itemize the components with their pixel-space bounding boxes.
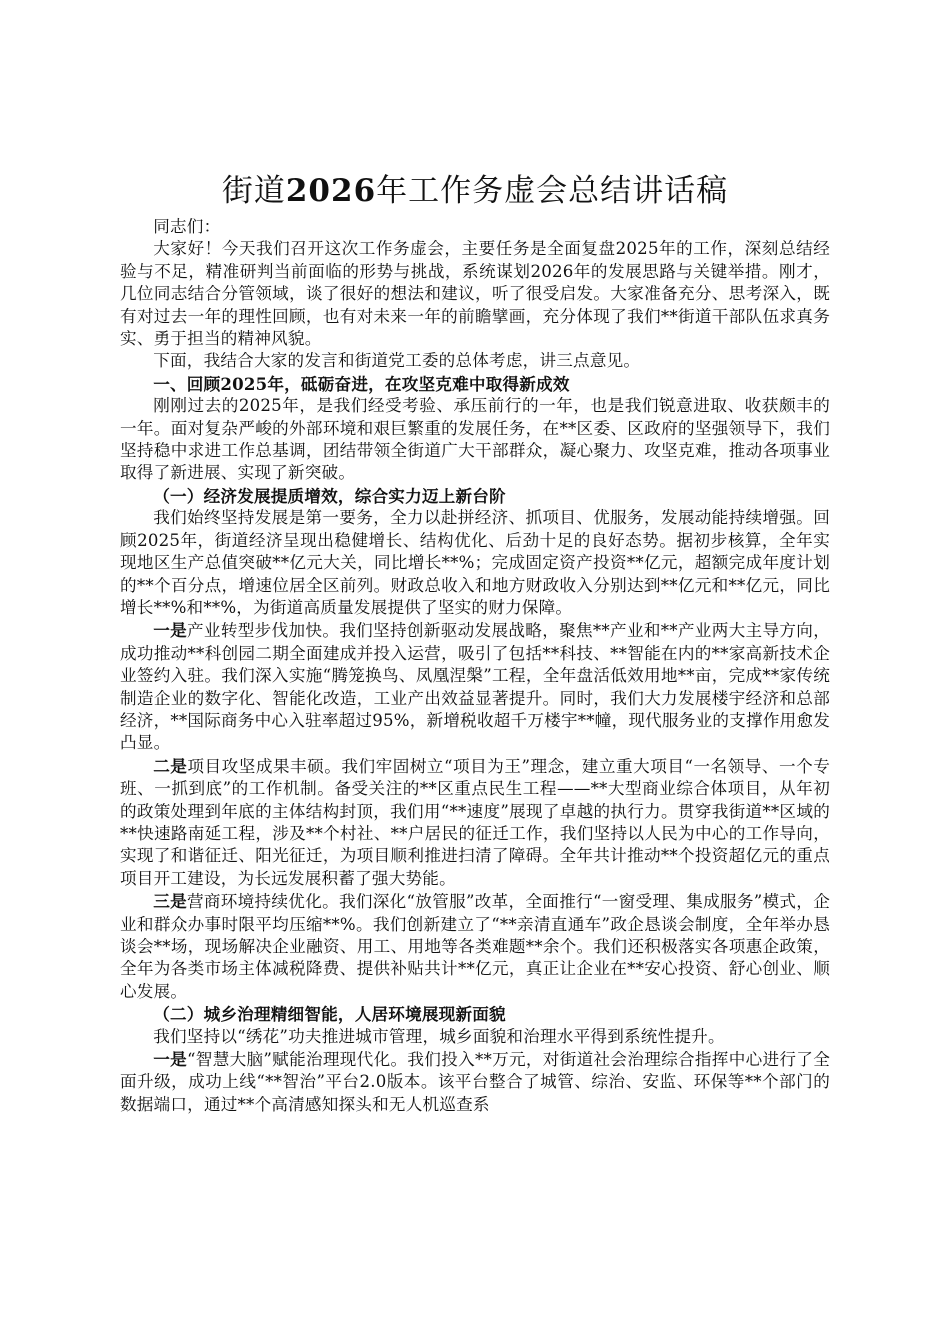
subsection-heading-economy: （一）经济发展提质增效，综合实力迈上新台阶 [153,485,506,506]
lead-phrase: 二是 [153,755,188,776]
paragraph-text: 营商环境持续优化。我们深化“放管服”改革，全面推行“一窗受理、集成服务”模式，企业和群众办事时限平均压缩**%。我们创新建立了“**亲清直通车”政企恳谈会制度，全年举办恳谈会**场，现场解决企业融资、用工、用地等各类难题**余个。我们还积极落实各项惠企政策，全年为各类市场主体减税降费、提供补贴共计**亿元，真正让企业在**安心投资、舒心创业、顺心发展。 [120,892,830,1001]
paragraph-smart-brain [120,1048,830,1116]
title-suffix: 年工作务虚会总结讲话稿 [376,173,729,209]
paragraph-business-env [120,890,830,1003]
subsection-heading-governance: （二）城乡治理精细智能，人居环境展现新面貌 [153,1004,506,1025]
paragraph-text: 项目攻坚成果丰硕。我们牢固树立“项目为王”理念，建立重大项目“一名领导、一个专班、一抓到底”的工作机制。备受关注的**区重点民生工程——**大型商业综合体项目，从年初的政策处理到年底的主体结构封顶，我们用“**速度”展现了卓越的执行力。贯穿我街道**区域的**快速路南延工程，涉及**个村社、**户居民的征迁工作，我们坚持以人民为中心的工作导向，实现了和谐征迁、阳光征迁，为项目顺利推进扫清了障碍。全年共计推动**个投资超亿元的重点项目开工建设，为长远发展积蓄了强大势能。 [120,756,830,888]
paragraph-projects [120,755,830,890]
paragraph-intro: 大家好！今天我们召开这次工作务虚会，主要任务是全面复盘2025年的工作，深刻总结经验与不足，精准研判当前面临的形势与挑战，系统谋划2026年的发展思路与关键举措。刚才，几位同志结合分管领域，谈了很好的想法和建议，听了很受启发。大家准备充分、思考深入，既有对过去一年的理性回顾，也有对未来一年的前瞻擘画，充分体现了我们**街道干部队伍求真务实、勇于担当的精神风貌。 [120,239,830,349]
document-title [120,170,830,212]
title-prefix: 街道 [221,173,286,209]
title-year: 2026 [285,173,377,209]
paragraph-economy: 我们始终坚持发展是第一要务，全力以赴拼经济、抓项目、优服务，发展动能持续增强。回顾2025年，街道经济呈现出稳健增长、结构优化、后劲十足的良好态势。据初步核算，全年实现地区生产总值突破**亿元大关，同比增长**%；完成固定资产投资**亿元，超额完成年度计划的**个百分点，增速位居全区前列。财政总收入和地方财政收入分别达到**亿元和**亿元，同比增长**%和**%，为街道高质量发展提供了坚实的财力保障。 [120,508,830,617]
lead-phrase: 一是 [153,1049,187,1070]
lead-phrase: 一是 [153,620,188,641]
paragraph-text: 产业转型步伐加快。我们坚持创新驱动发展战略，聚焦**产业和**产业两大主导方向，成功推动**科创园二期全面建成并投入运营，吸引了包括**科技、**智能在内的**家高新技术企业签约入驻。我们深入实施“腾笼换鸟、凤凰涅槃”工程，全年盘活低效用地**亩，完成**家传统制造企业的数字化、智能化改造，工业产出效益显著提升。同时，我们大力发展楼宇经济和总部经济，**国际商务中心入驻率超过95%，新增税收超千万楼宇**幢，现代服务业的支撑作用愈发凸显。 [120,621,830,753]
paragraph-governance: 我们坚持以“绣花”功夫推进城市管理，城乡面貌和治理水平得到系统性提升。 [153,1026,725,1046]
section-heading-1: 一、回顾2025年，砥砺奋进，在攻坚克难中取得新成效 [153,373,570,394]
greeting: 同志们： [153,217,221,236]
paragraph-review: 刚刚过去的2025年，是我们经受考验、承压前行的一年，也是我们锐意进取、收获颇丰的一年。面对复杂严峻的外部环境和艰巨繁重的发展任务，在**区委、区政府的坚强领导下，我们坚持稳中求进工作总基调，团结带领全街道广大干部群众，凝心聚力、攻坚克难，推动各项事业取得了新进展、实现了新突破。 [120,396,830,483]
paragraph-outline: 下面，我结合大家的发言和街道党工委的总体考虑，讲三点意见。 [153,351,641,371]
paragraph-industry [120,619,830,754]
paragraph-text: “智慧大脑”赋能治理现代化。我们投入**万元，对街道社会治理综合指挥中心进行了全面升级，成功上线“**智治”平台2.0版本。该平台整合了城管、综治、安监、环保等**个部门的数据端口，通过**个高清感知探头和无人机巡查系 [120,1050,831,1114]
lead-phrase: 三是 [153,891,187,912]
document-page [120,170,830,1116]
